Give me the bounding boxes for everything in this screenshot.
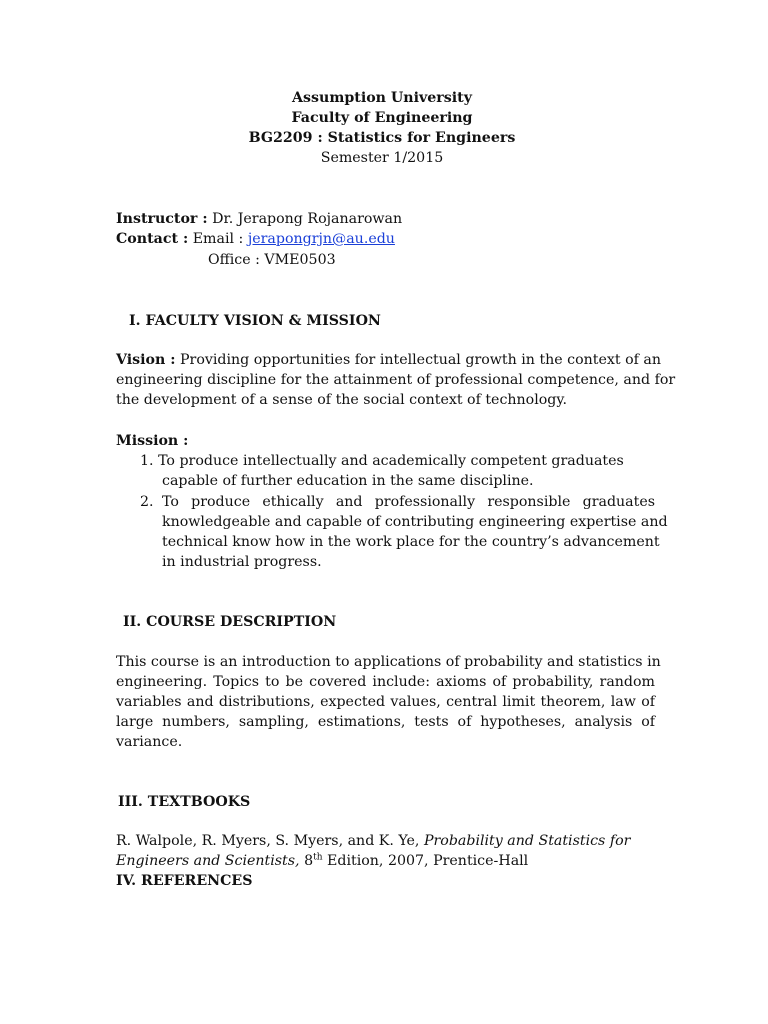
mission-item-2-line-4: in industrial progress. [162, 554, 322, 570]
description-line-2: engineering. Topics to be covered include: axioms of probability, random [116, 674, 655, 690]
vision-line-3: the development of a sense of the social context of technology. [116, 392, 568, 408]
mission-item-2-line-3: technical know how in the work place for the country’s advancement [162, 534, 660, 550]
instructor-name: Dr. Jerapong Rojanarowan [207, 211, 403, 227]
university-name: Assumption University [292, 90, 472, 106]
section-2-title: II. COURSE DESCRIPTION [123, 614, 337, 630]
mission-item-1-cont: capable of further education in the same discipline. [162, 473, 534, 489]
office: Office : VME0503 [208, 252, 336, 268]
vision-text-1: Providing opportunities for intellectual growth in the context of an [180, 352, 662, 368]
contact-label: Contact : [116, 231, 189, 247]
mission-item-1 [140, 451, 624, 471]
textbook-authors: R. Walpole, R. Myers, S. Myers, and K. Ye, [116, 833, 424, 849]
vision-line-2: engineering discipline for the attainment of professional competence, and for [116, 372, 676, 388]
mission-item-1-number: 1. [140, 453, 154, 469]
semester: Semester 1/2015 [320, 150, 444, 166]
mission-item-2-number: 2. [140, 494, 154, 510]
vision-label: Vision : [116, 352, 176, 368]
description-line-5: variance. [116, 734, 183, 750]
faculty-name: Faculty of Engineering [291, 110, 473, 126]
textbook-title-1: Probability and Statistics for [423, 833, 631, 849]
instructor-line [116, 209, 402, 229]
email-label: Email : [188, 231, 248, 247]
section-3-title: III. TEXTBOOKS [118, 794, 251, 810]
instructor-label: Instructor : [116, 211, 208, 227]
mission-item-2-line-1: To produce ethically and professionally responsible graduates [162, 494, 655, 510]
vision-line-1 [116, 350, 662, 370]
email-link[interactable]: jerapongrjn@au.edu [247, 231, 395, 247]
textbook-line-2 [116, 851, 528, 871]
textbook-edition-number: 8 [299, 853, 314, 869]
course-title: BG2209 : Statistics for Engineers [248, 130, 516, 146]
textbook-line-1 [116, 831, 630, 851]
mission-item-2-line-2: knowledgeable and capable of contributing engineering expertise and [162, 514, 668, 530]
textbook-title-2: Engineers and Scientists, [116, 853, 300, 869]
section-4-title: IV. REFERENCES [116, 873, 253, 889]
mission-item-1-text: To produce intellectually and academically competent graduates [158, 453, 624, 469]
mission-label: Mission : [116, 433, 189, 449]
textbook-edition-suffix: th [313, 852, 323, 863]
description-line-3: variables and distributions, expected values, central limit theorem, law of [116, 694, 655, 710]
textbook-edition-rest: Edition, 2007, Prentice-Hall [322, 853, 529, 869]
contact-line [116, 229, 395, 249]
description-line-1: This course is an introduction to applications of probability and statistics in [116, 654, 661, 670]
section-1-title: I. FACULTY VISION & MISSION [129, 313, 381, 329]
description-line-4: large numbers, sampling, estimations, tests of hypotheses, analysis of [116, 714, 655, 730]
